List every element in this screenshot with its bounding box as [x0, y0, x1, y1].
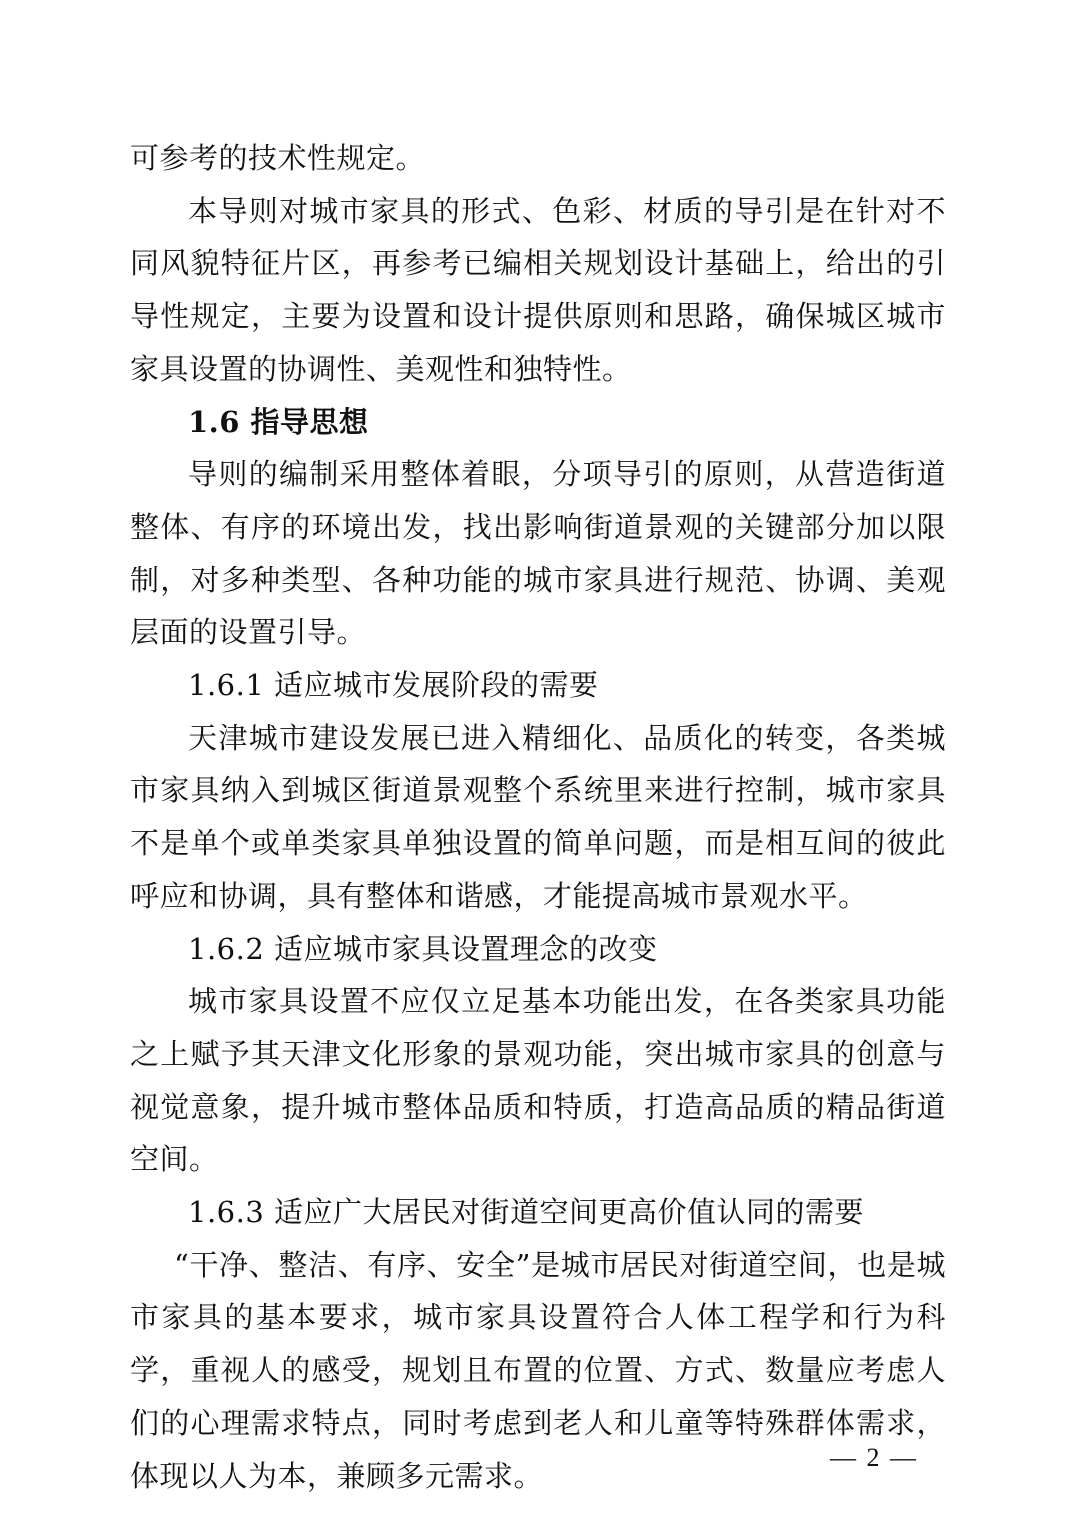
subsection-heading-1-6-3: 1.6.3 适应广大居民对街道空间更高价值认同的需要 — [188, 1195, 865, 1230]
section-heading-1-6: 1.6 指导思想 — [188, 404, 369, 439]
paragraph-continuation: 可参考的技术性规定。 — [130, 141, 426, 175]
paragraph-guiding-principle: 导则的编制采用整体着眼，分项导引的原则，从营造街道整体、有序的环境出发，找出影响街道景观的关键部分加以限制，对多种类型、各种功能的城市家具进行规范、协调、美观层面的设置引导。 — [130, 457, 946, 650]
subsection-heading-1-6-1: 1.6.1 适应城市发展阶段的需要 — [188, 668, 599, 703]
subsection-heading-1-6-2: 1.6.2 适应城市家具设置理念的改变 — [188, 931, 658, 966]
paragraph-1-6-1: 天津城市建设发展已进入精细化、品质化的转变，各类城市家具纳入到城区街道景观整个系统里来进行控制，城市家具不是单个或单类家具单独设置的简单问题，而是相互间的彼此呼应和协调，具有整体和谐感，才能提高城市景观水平。 — [130, 720, 946, 913]
page-number: — 2 — — [830, 1443, 918, 1472]
paragraph-1-6-2: 城市家具设置不应仅立足基本功能出发，在各类家具功能之上赋予其天津文化形象的景观功能，突出城市家具的创意与视觉意象，提升城市整体品质和特质，打造高品质的精品街道空间。 — [130, 984, 946, 1177]
paragraph-guideline-scope: 本导则对城市家具的形式、色彩、材质的导引是在针对不同风貌特征片区，再参考已编相关规划设计基础上，给出的引导性规定，主要为设置和设计提供原则和思路，确保城区城市家具设置的协调性、美观性和独特性。 — [130, 193, 946, 386]
paragraph-1-6-3: “干净、整洁、有序、安全”是城市居民对街道空间，也是城市家具的基本要求，城市家具设置符合人体工程学和行为科学，重视人的感受，规划且布置的位置、方式、数量应考虑人们的心理需求特点，同时考虑到老人和儿童等特殊群体需求，体现以人为本，兼顾多元需求。 — [130, 1247, 946, 1493]
page-body — [130, 132, 946, 1502]
